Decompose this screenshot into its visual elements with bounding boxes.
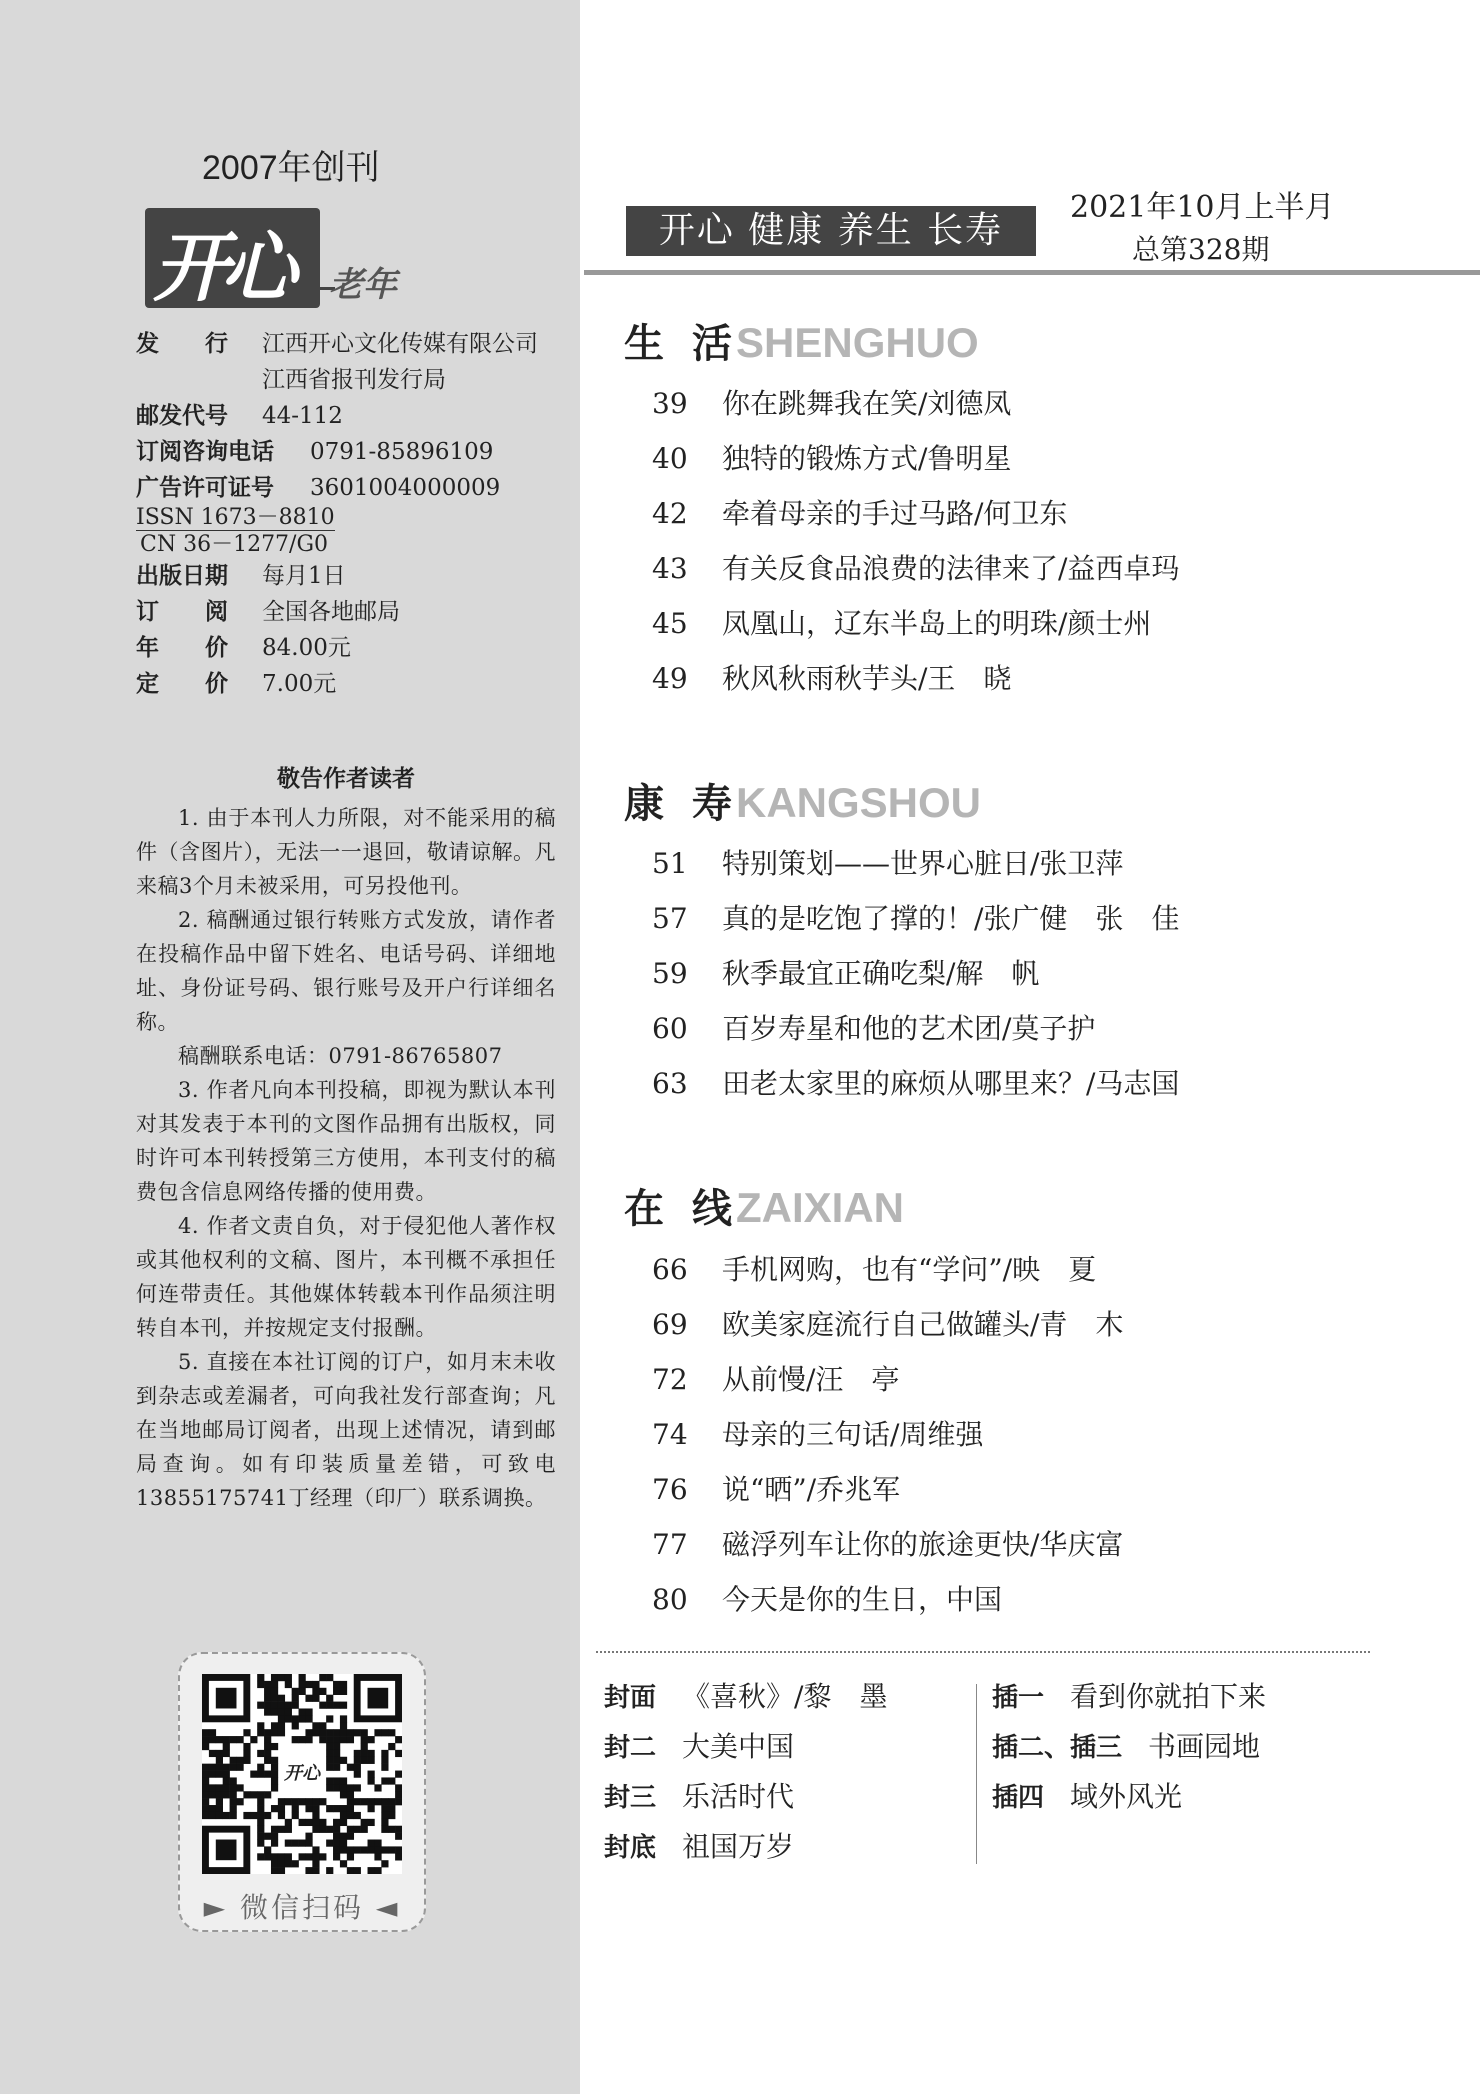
toc-item[interactable]: 39 你在跳舞我在笑/刘德凤: [652, 387, 1012, 420]
notice-paragraph: 3. 作者凡向本刊投稿，即视为默认本刊对其发表于本刊的文图作品拥有出版权，同时许可本刊转授第三方使用，本刊支付的稿费包含信息网络传播的使用费。: [136, 1078, 556, 1204]
section-header-zaixian: 在线ZAIXIAN: [624, 1184, 904, 1232]
info-ad-license: 广告许可证号 3601004000009: [136, 475, 501, 501]
info-annual-price: 年 价 84.00元: [136, 635, 351, 661]
toc-item[interactable]: 66 手机网购，也有“学问”/映 夏: [652, 1253, 1097, 1286]
toc-item[interactable]: 74 母亲的三句话/周维强: [652, 1418, 984, 1451]
notice-paragraph: 4. 作者文责自负，对于侵犯他人著作权或其他权利的文稿、图片，本刊概不承担任何连带责任。其他媒体转载本刊作品须注明转自本刊，并按规定支付报酬。: [136, 1214, 556, 1340]
issue-date: 2021年10月上半月: [1070, 190, 1335, 225]
toc-item[interactable]: 60 百岁寿星和他的艺术团/莫子护: [652, 1012, 1096, 1045]
insert-credit-row: 插一 看到你就拍下来: [992, 1680, 1267, 1713]
toc-item[interactable]: 49 秋风秋雨秋芋头/王 晓: [652, 662, 1012, 695]
toc-list-zaixian: [652, 1242, 1452, 1627]
notice-paragraph: 2. 稿酬通过银行转账方式发放，请作者在投稿作品中留下姓名、电话号码、详细地址、身份证号码、银行账号及开户行详细名称。: [136, 908, 556, 1034]
left-sidebar: [0, 0, 580, 2094]
info-subscribe: 订 阅 全国各地邮局: [136, 599, 400, 625]
toc-item[interactable]: 72 从前慢/汪 亭: [652, 1363, 900, 1396]
section-header-shenghuo: 生活SHENGHUO: [624, 319, 979, 367]
notice-paragraph: 5. 直接在本社订阅的订户，如月末未收到杂志或差漏者，可向我社发行部查询；凡在当地邮局订阅者，出现上述情况，请到邮局查询。如有印装质量差错，可致电13855175741丁经理（印厂）联系调换。: [136, 1350, 556, 1510]
cover-credit-row: 封二 大美中国: [604, 1730, 795, 1763]
toc-item[interactable]: 40 独特的锻炼方式/鲁明星: [652, 442, 1012, 475]
wechat-qr-card: [178, 1652, 426, 1932]
insert-credits: [992, 1672, 1266, 1822]
toc-item[interactable]: 57 真的是吃饱了撑的！/张广健 张 佳: [652, 902, 1180, 935]
qr-center-logo: 开心: [280, 1754, 324, 1794]
qr-caption: ► 微信扫码 ◄: [203, 1891, 401, 1924]
notice-paragraph: 1. 由于本刊人力所限，对不能采用的稿件（含图片），无法一一退回，敬请谅解。凡来稿3个月未被采用，可另投他刊。: [136, 806, 556, 898]
cover-credit-row: 封底 祖国万岁: [604, 1830, 795, 1863]
header-rule: [584, 270, 1480, 275]
dotted-divider: [596, 1651, 1370, 1653]
publication-info: [136, 326, 566, 702]
toc-item[interactable]: 43 有关反食品浪费的法律来了/益西卓玛: [652, 552, 1180, 585]
info-distributor: 江西省报刊发行局: [262, 367, 446, 393]
magazine-logo: [145, 205, 415, 315]
info-price: 定 价 7.00元: [136, 671, 337, 697]
toc-list-kangshou: [652, 836, 1452, 1111]
qr-code[interactable]: [202, 1674, 402, 1874]
section-header-kangshou: 康寿KANGSHOU: [624, 779, 982, 827]
notice-paragraph: 稿酬联系电话：0791-86765807: [178, 1044, 503, 1068]
notice-title: 敬告作者读者: [277, 766, 415, 792]
credits-separator: [976, 1684, 977, 1864]
founded-year: 2007年创刊: [202, 149, 380, 187]
info-postal-code: 邮发代号 44-112: [136, 403, 343, 429]
logo-main-text: 开心: [153, 223, 289, 312]
toc-item[interactable]: 51 特别策划——世界心脏日/张卫萍: [652, 847, 1124, 880]
toc-item[interactable]: 80 今天是你的生日，中国: [652, 1583, 1003, 1616]
info-pub-date: 出版日期 每月1日: [136, 563, 346, 589]
insert-credit-row: 插四 域外风光: [992, 1780, 1183, 1813]
cover-credit-row: 封面 《喜秋》/黎 墨: [604, 1680, 888, 1713]
insert-credit-row: 插二、插三 书画园地: [992, 1730, 1261, 1763]
toc-item[interactable]: 76 说“晒”/乔兆军: [652, 1473, 901, 1506]
slogan-banner: 开心 健康 养生 长寿: [626, 206, 1036, 256]
logo-sub-text: 老年: [329, 265, 397, 305]
info-cn: CN 36－1277/G0: [140, 532, 329, 557]
toc-list-shenghuo: [652, 376, 1452, 706]
cover-credits: [604, 1672, 887, 1872]
toc-item[interactable]: 59 秋季最宜正确吃梨/解 帆: [652, 957, 1040, 990]
toc-item[interactable]: 77 磁浮列车让你的旅途更快/华庆富: [652, 1528, 1124, 1561]
issue-number: 总第328期: [1132, 233, 1270, 266]
toc-item[interactable]: 45 凤凰山，辽东半岛上的明珠/颜士州: [652, 607, 1152, 640]
notice-to-authors: [136, 760, 556, 1515]
cover-credit-row: 封三 乐活时代: [604, 1780, 795, 1813]
info-subscribe-phone: 订阅咨询电话 0791-85896109: [136, 439, 494, 465]
info-issn: ISSN 1673－8810: [136, 505, 335, 530]
toc-item[interactable]: 42 牵着母亲的手过马路/何卫东: [652, 497, 1068, 530]
info-publisher: 发 行 江西开心文化传媒有限公司: [136, 331, 538, 357]
toc-item[interactable]: 63 田老太家里的麻烦从哪里来？/马志国: [652, 1067, 1180, 1100]
toc-item[interactable]: 69 欧美家庭流行自己做罐头/青 木: [652, 1308, 1124, 1341]
